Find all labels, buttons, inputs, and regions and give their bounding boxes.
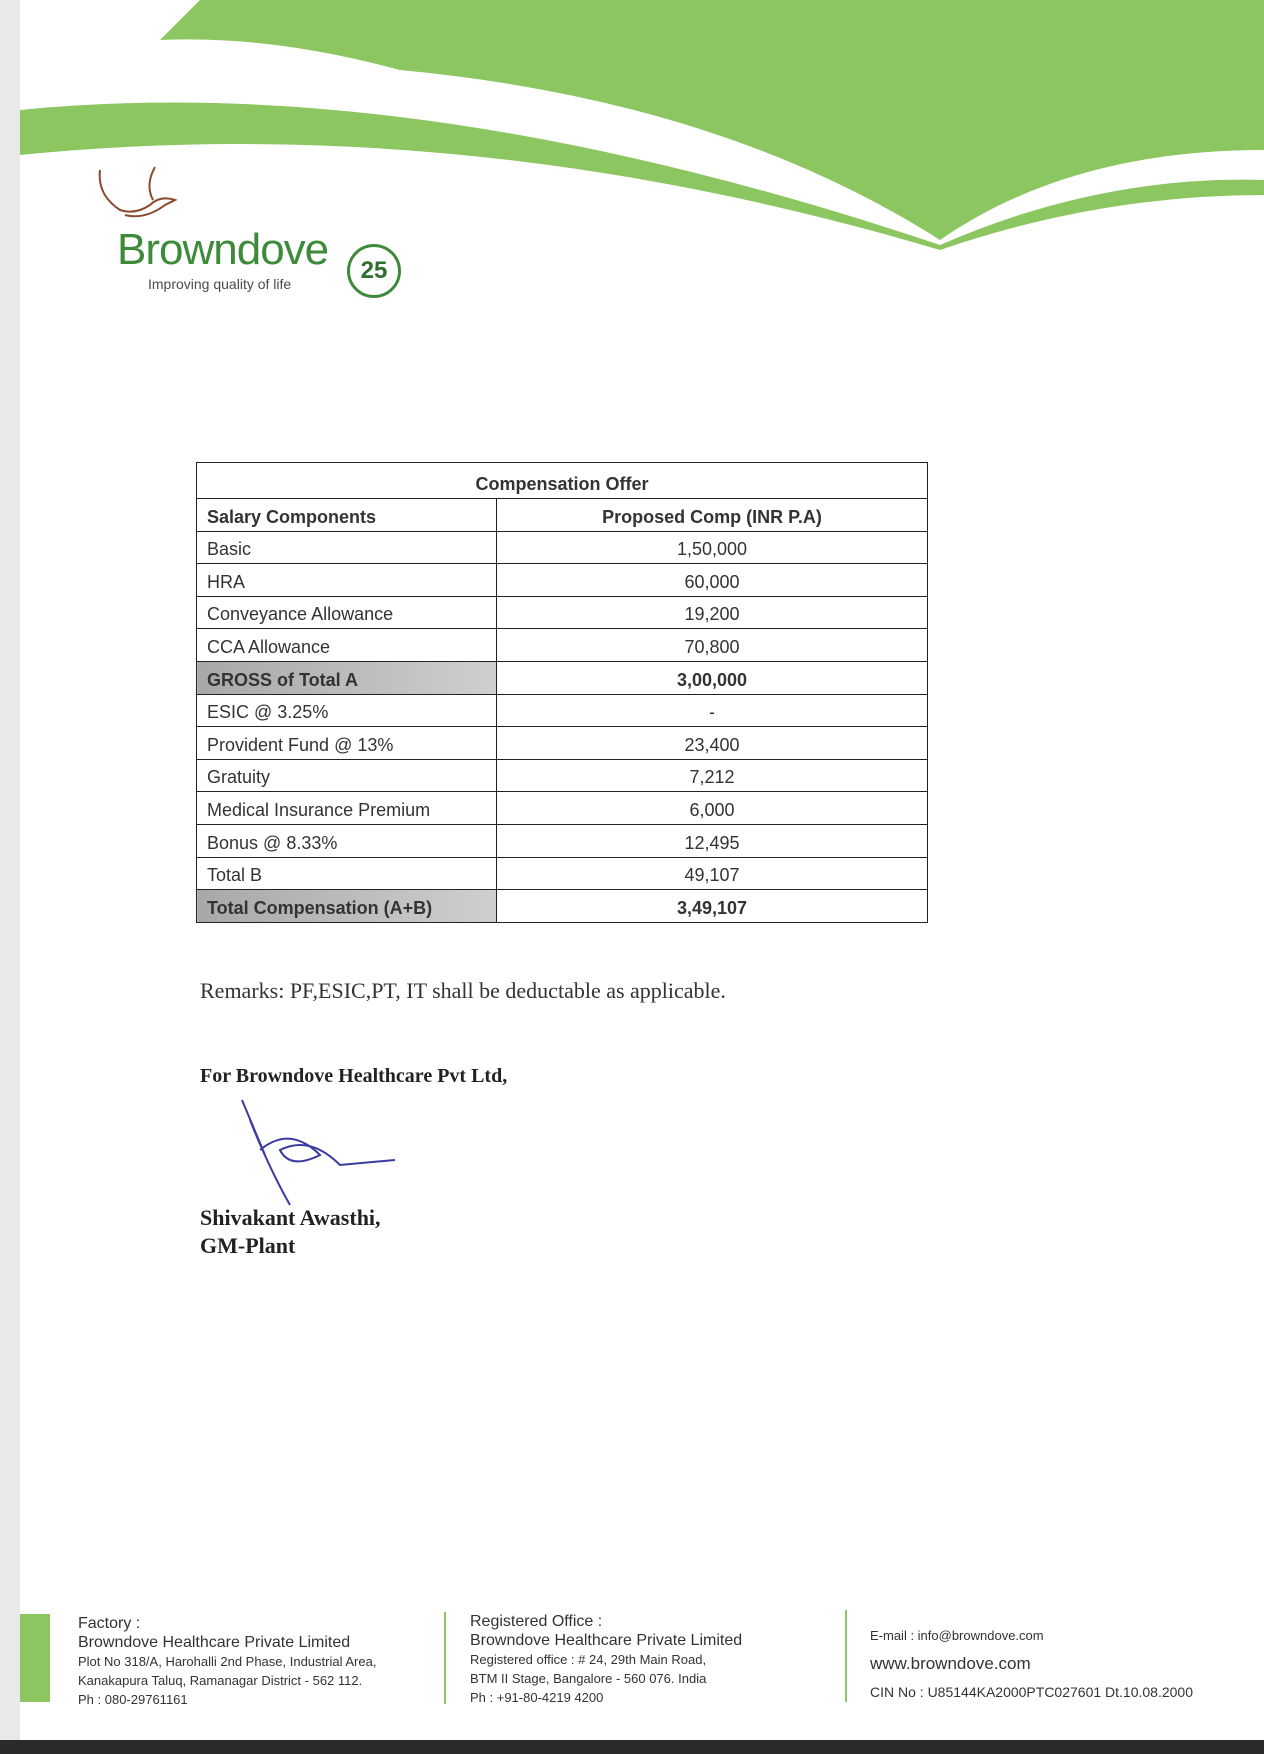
table-row bbox=[197, 727, 928, 760]
component: Gratuity bbox=[197, 759, 497, 792]
component: Conveyance Allowance bbox=[197, 596, 497, 629]
amount: 49,107 bbox=[497, 857, 928, 890]
footer-divider bbox=[845, 1610, 847, 1702]
table-row bbox=[197, 629, 928, 662]
table-row bbox=[197, 531, 928, 564]
footer-line: Kanakapura Taluq, Ramanagar District - 562 112. bbox=[78, 1673, 363, 1688]
amount: 12,495 bbox=[497, 824, 928, 857]
table-row bbox=[197, 792, 928, 825]
compensation-table bbox=[196, 462, 928, 923]
column-header: Proposed Comp (INR P.A) bbox=[497, 499, 928, 532]
component: CCA Allowance bbox=[197, 629, 497, 662]
footer-heading: Registered Office : bbox=[470, 1613, 603, 1630]
scan-edge bbox=[0, 0, 20, 1754]
footer-contact bbox=[870, 1622, 1193, 1706]
amount: 3,49,107 bbox=[497, 890, 928, 923]
footer-line: Browndove Healthcare Private Limited bbox=[78, 1634, 351, 1651]
amount: 1,50,000 bbox=[497, 531, 928, 564]
table-row bbox=[197, 564, 928, 597]
component: ESIC @ 3.25% bbox=[197, 694, 497, 727]
amount: 70,800 bbox=[497, 629, 928, 662]
signature bbox=[230, 1095, 400, 1215]
anniversary-badge: 25 bbox=[347, 244, 401, 298]
footer-email: E-mail : info@browndove.com bbox=[870, 1628, 1044, 1643]
table-row bbox=[197, 824, 928, 857]
amount: - bbox=[497, 694, 928, 727]
table-row bbox=[197, 596, 928, 629]
table-row bbox=[197, 694, 928, 727]
footer-registered bbox=[470, 1612, 742, 1707]
footer-factory bbox=[78, 1614, 376, 1709]
footer-accent bbox=[20, 1614, 50, 1702]
component: Total B bbox=[197, 857, 497, 890]
footer-line: Browndove Healthcare Private Limited bbox=[470, 1632, 743, 1649]
signatory bbox=[200, 1204, 381, 1260]
column-header: Salary Components bbox=[197, 499, 497, 532]
component: Total Compensation (A+B) bbox=[197, 890, 497, 923]
table-row-total bbox=[197, 890, 928, 923]
footer-line: Plot No 318/A, Harohalli 2nd Phase, Industrial Area, bbox=[78, 1654, 377, 1669]
component: Medical Insurance Premium bbox=[197, 792, 497, 825]
table-title: Compensation Offer bbox=[197, 463, 928, 499]
header-wave bbox=[20, 0, 1264, 260]
table-row bbox=[197, 759, 928, 792]
amount: 7,212 bbox=[497, 759, 928, 792]
footer-heading: Factory : bbox=[78, 1615, 141, 1632]
amount: 3,00,000 bbox=[497, 661, 928, 694]
footer-line: Ph : +91-80-4219 4200 bbox=[470, 1690, 604, 1705]
amount: 6,000 bbox=[497, 792, 928, 825]
brand-tagline: Improving quality of life bbox=[148, 276, 292, 292]
dove-icon bbox=[95, 165, 195, 227]
table-row bbox=[197, 857, 928, 890]
footer-cin: CIN No : U85144KA2000PTC027601 Dt.10.08.2000 bbox=[870, 1684, 1193, 1700]
amount: 19,200 bbox=[497, 596, 928, 629]
amount: 60,000 bbox=[497, 564, 928, 597]
footer-website: www.browndove.com bbox=[870, 1654, 1031, 1673]
signatory-designation: GM-Plant bbox=[200, 1233, 296, 1258]
amount: 23,400 bbox=[497, 727, 928, 760]
signatory-name: Shivakant Awasthi, bbox=[200, 1205, 381, 1230]
signoff-company: For Browndove Healthcare Pvt Ltd, bbox=[200, 1065, 508, 1087]
component: Basic bbox=[197, 531, 497, 564]
footer-line: BTM II Stage, Bangalore - 560 076. India bbox=[470, 1671, 707, 1686]
component: Bonus @ 8.33% bbox=[197, 824, 497, 857]
component: HRA bbox=[197, 564, 497, 597]
remarks: Remarks: PF,ESIC,PT, IT shall be deductable as applicable. bbox=[200, 978, 726, 1003]
scan-edge-bottom bbox=[0, 1740, 1264, 1754]
table-row-gross bbox=[197, 661, 928, 694]
component: Provident Fund @ 13% bbox=[197, 727, 497, 760]
brand-name: Browndove bbox=[117, 225, 329, 274]
footer-line: Registered office : # 24, 29th Main Road, bbox=[470, 1652, 707, 1667]
footer-line: Ph : 080-29761161 bbox=[78, 1692, 188, 1707]
footer-divider bbox=[444, 1612, 446, 1704]
component: GROSS of Total A bbox=[197, 661, 497, 694]
